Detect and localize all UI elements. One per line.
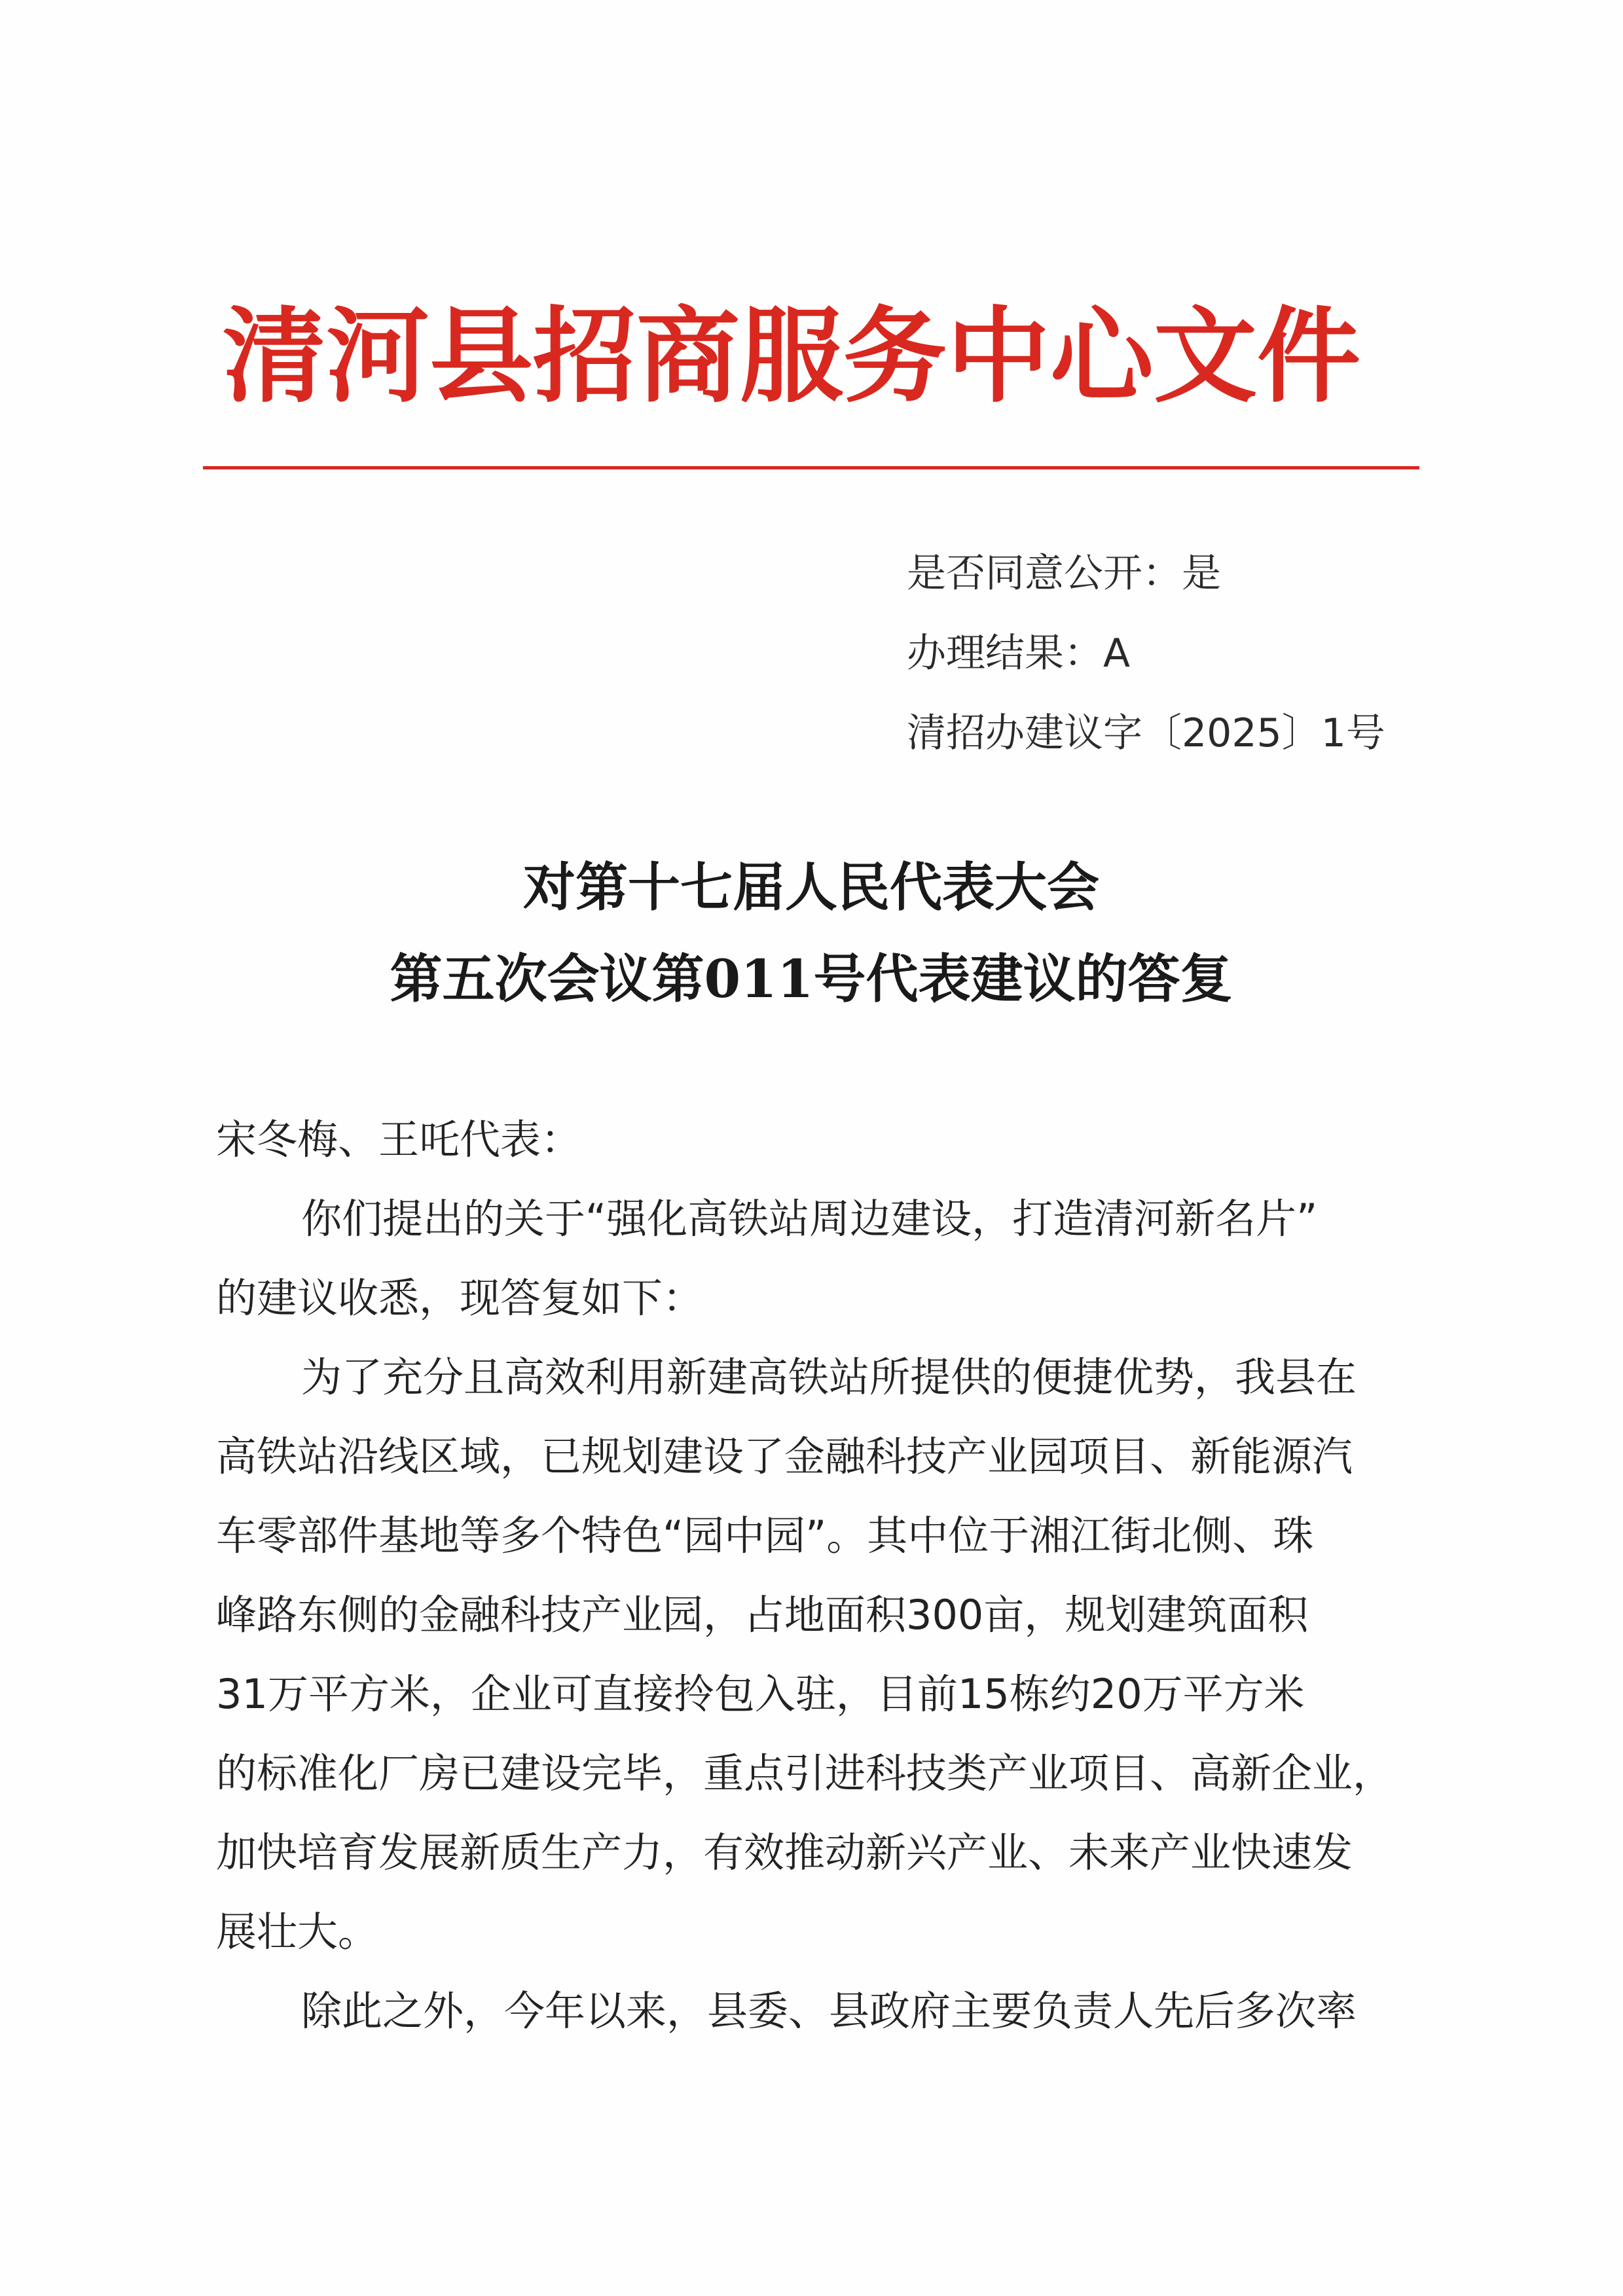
title-line-1: 对第十七届人民代表大会	[523, 856, 1099, 918]
body-line: 峰路东侧的金融科技产业园，占地面积300亩，规划建筑面积	[216, 1591, 1309, 1639]
masthead-divider	[203, 466, 1419, 469]
document-masthead: 清河县招商服务中心文件	[223, 297, 1360, 417]
document-title	[203, 841, 1419, 1025]
body-line: 的建议收悉，现答复如下：	[216, 1274, 704, 1322]
body-line: 的标准化厂房已建设完毕，重点引进科技类产业项目、高新企业，	[216, 1749, 1394, 1797]
document-body	[216, 1100, 1421, 2050]
body-line: 车零部件基地等多个特色“园中园”。其中位于湘江街北侧、珠	[216, 1512, 1314, 1559]
body-line: 加快培育发展新质生产力，有效推动新兴产业、未来产业快速发	[216, 1829, 1353, 1876]
disclosure-status: 是否同意公开：是	[907, 551, 1221, 596]
body-line: 31万平方米，企业可直接拎包入驻，目前15栋约20万平方米	[216, 1670, 1305, 1718]
body-line: 你们提出的关于“强化高铁站周边建设，打造清河新名片”	[301, 1195, 1318, 1243]
handling-result: 办理结果：A	[907, 630, 1131, 676]
document-meta	[907, 534, 1431, 773]
body-line: 展壮大。	[216, 1908, 379, 1956]
body-line: 高铁站沿线区域，已规划建设了金融科技产业园项目、新能源汽	[216, 1432, 1353, 1480]
salutation: 宋冬梅、王吒代表：	[216, 1116, 582, 1163]
body-line: 除此之外，今年以来，县委、县政府主要负责人先后多次率	[301, 1987, 1357, 2035]
document-number: 清招办建议字〔2025〕1号	[907, 710, 1385, 756]
body-line: 为了充分且高效利用新建高铁站所提供的便捷优势，我县在	[301, 1353, 1357, 1401]
title-line-2: 第五次会议第011号代表建议的答复	[390, 948, 1233, 1010]
